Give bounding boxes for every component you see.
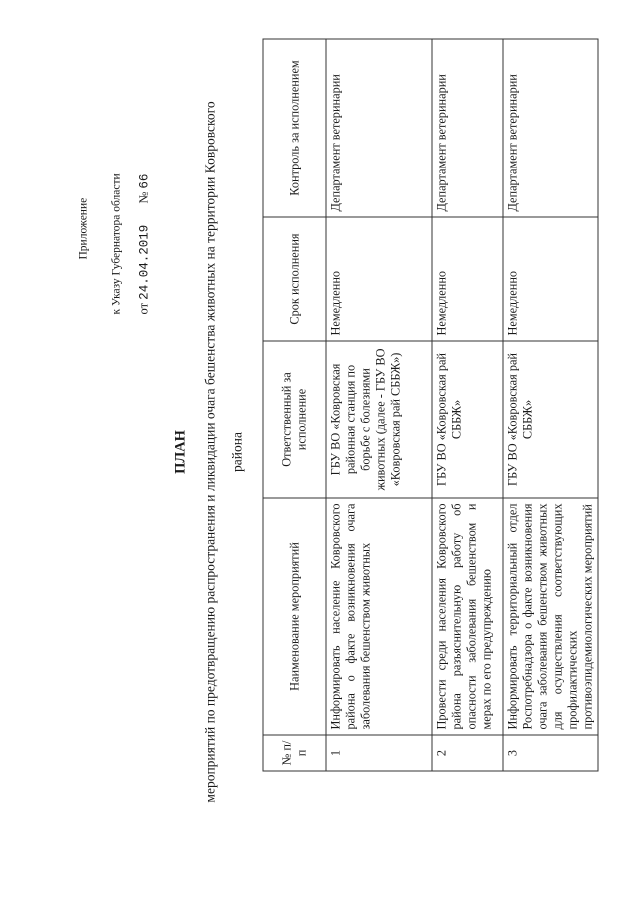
- row-action: Информировать население Ковровского района о факте возникновения очага заболевания бешенством животных: [326, 498, 432, 735]
- row-action: Провести среди населения Ковровского района разъяснительную работу об опасности заболевания бешенством и мерах по его предупреждению: [432, 498, 503, 735]
- decree-reference: к Указу Губернатора области: [110, 173, 123, 315]
- plan-table: [263, 39, 599, 772]
- document-title: ПЛАН: [172, 430, 189, 474]
- appendix-label: Приложение: [77, 197, 90, 260]
- table-header-row: [263, 39, 326, 771]
- row-control: Департамент ветеринарии: [503, 39, 598, 217]
- row-control: Департамент ветеринарии: [326, 39, 432, 217]
- col-header-number: № п/п: [263, 735, 326, 771]
- decree-number: 66: [137, 173, 152, 189]
- number-prefix: №: [136, 191, 151, 204]
- table-row: [432, 39, 503, 771]
- col-header-deadline: Срок исполнения: [263, 217, 326, 341]
- row-number: 3: [503, 735, 598, 771]
- row-number: 1: [326, 735, 432, 771]
- row-control: Департамент ветеринарии: [432, 39, 503, 217]
- row-deadline: Немедленно: [503, 217, 598, 341]
- col-header-action: Наименование мероприятий: [263, 498, 326, 735]
- date-prefix: от: [136, 302, 151, 315]
- row-number: 2: [432, 735, 503, 771]
- row-deadline: Немедленно: [432, 217, 503, 341]
- col-header-control: Контроль за исполнением: [263, 39, 326, 217]
- row-action: Информировать территориальный отдел Роспотребнадзора о факте возникновения очага заболевания бешенством животных для осуществления соответствующих профилактических противоэпидемиологических мероприятий: [503, 498, 598, 735]
- row-responsible: ГБУ ВО «Ковровская районная станция по борьбе с болезнями животных (далее - ГБУ ВО «Ковровская рай СББЖ»): [326, 341, 432, 498]
- row-deadline: Немедленно: [326, 217, 432, 341]
- decree-date-line: [137, 174, 152, 315]
- table-row: [503, 39, 598, 771]
- row-responsible: ГБУ ВО «Ковровская рай СББЖ»: [503, 341, 598, 498]
- document-subtitle: мероприятий по предотвращению распространения и ликвидации очага бешенства животных на территории Ковровского района: [202, 101, 245, 803]
- table-row: [326, 39, 432, 771]
- row-responsible: ГБУ ВО «Ковровская рай СББЖ»: [432, 341, 503, 498]
- col-header-responsible: Ответственный за исполнение: [263, 341, 326, 498]
- document-page: [1, 0, 640, 905]
- decree-date: 24.04.2019: [137, 224, 152, 300]
